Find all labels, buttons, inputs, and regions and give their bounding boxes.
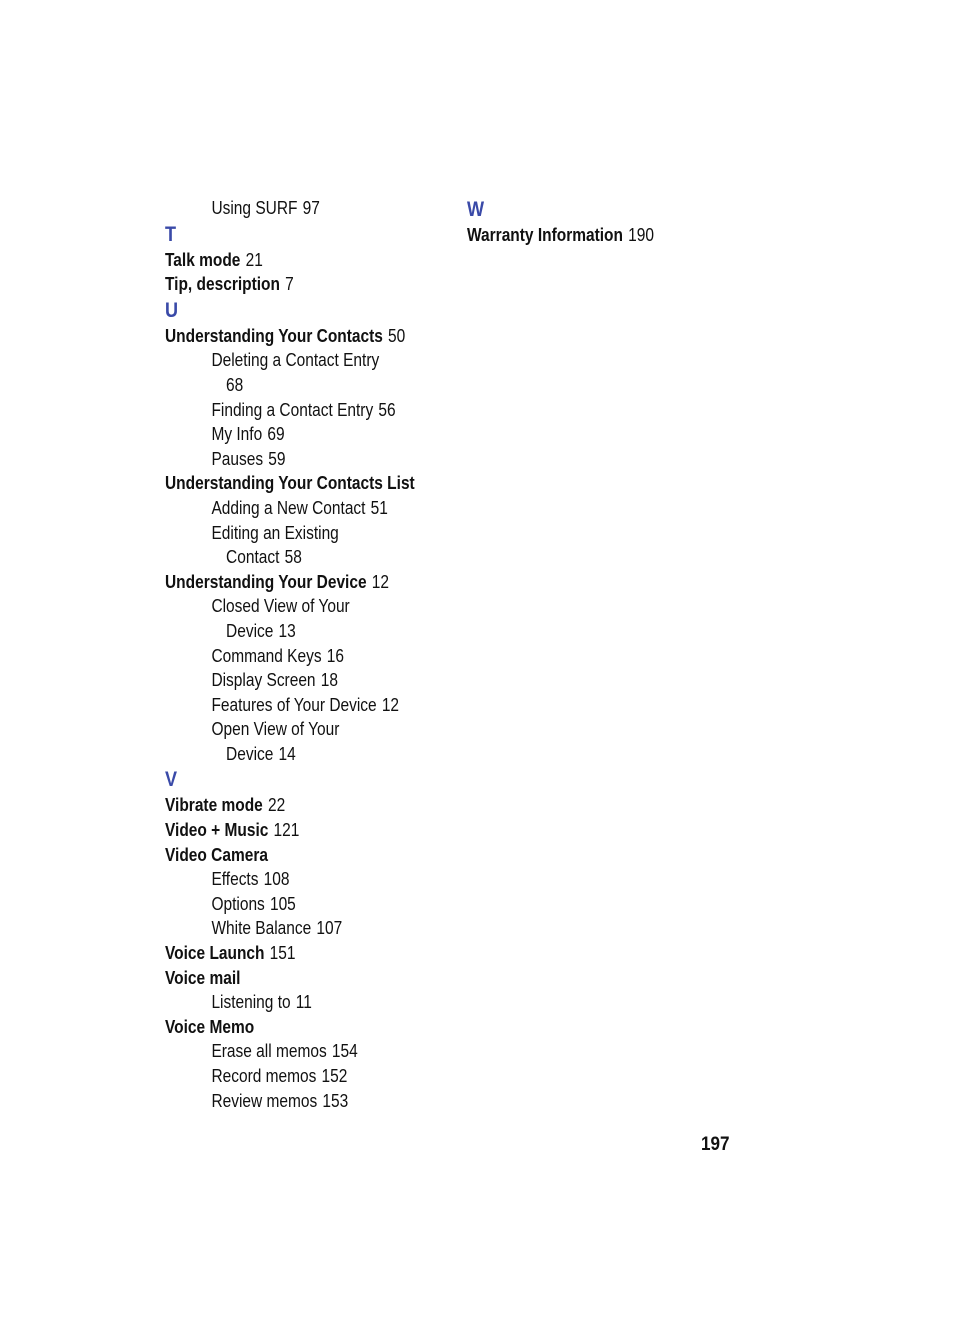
index-subentry-my-info — [165, 422, 414, 447]
entry-page-number: 59 — [268, 448, 286, 469]
entry-page-number: 16 — [326, 645, 344, 666]
entry-term: Understanding Your Device — [165, 571, 367, 592]
section-letter-v: V — [165, 768, 178, 792]
index-subentry-contact — [165, 545, 414, 570]
entry-term: Device — [226, 620, 274, 641]
entry-page-number: 68 — [226, 374, 244, 395]
index-entry-understanding-your-device — [165, 570, 414, 595]
entry-page-number: 13 — [278, 620, 296, 641]
entry-term: Vibrate mode — [165, 795, 263, 816]
entry-term: Command Keys — [211, 645, 322, 666]
index-subentry-display-screen — [165, 668, 414, 693]
entry-term: Video Camera — [165, 844, 268, 865]
entry-page-number: 107 — [316, 918, 343, 939]
entry-term: Voice Launch — [165, 943, 265, 964]
index-entry-warranty-information — [467, 223, 725, 248]
index-subentry-pauses — [165, 447, 414, 472]
page-number: 197 — [701, 1134, 730, 1155]
entry-term: Record memos — [211, 1066, 317, 1086]
entry-page-number: 22 — [267, 795, 286, 816]
index-subentry-features-of-your-device — [165, 693, 414, 718]
index-entry-tip-description — [165, 272, 414, 297]
entry-page-number: 51 — [370, 497, 388, 518]
entry-term: Using SURF — [211, 198, 298, 218]
entry-page-number: 153 — [322, 1090, 349, 1111]
entry-term: Options — [211, 893, 265, 914]
index-subentry-listening-to — [165, 990, 414, 1015]
section-letter-t: T — [165, 222, 177, 246]
index-column-left — [165, 196, 455, 1113]
entry-term: Listening to — [211, 992, 291, 1013]
entry-term: Display Screen — [211, 670, 316, 691]
entry-term: Deleting a Contact Entry — [211, 350, 380, 371]
index-subentry-deleting-a-contact-entry — [165, 348, 414, 373]
entry-term: Voice mail — [165, 967, 241, 988]
entry-term: My Info — [211, 424, 263, 445]
index-subentry-continuation — [165, 373, 414, 398]
entry-term: Effects — [211, 869, 259, 890]
index-entry-understanding-your-contacts-list — [165, 471, 414, 496]
entry-page-number: 11 — [295, 992, 312, 1013]
entry-term: White Balance — [211, 918, 312, 939]
index-subentry-command-keys — [165, 644, 414, 669]
index-subentry-adding-a-new-contact — [165, 496, 414, 521]
index-subentry-review-memos — [165, 1089, 414, 1114]
entry-term: Tip, description — [165, 274, 280, 295]
index-subentry-options — [165, 892, 414, 917]
entry-page-number: 105 — [269, 893, 296, 914]
entry-page-number: 18 — [320, 670, 338, 691]
entry-page-number: 14 — [278, 743, 296, 764]
entry-term: Contact — [226, 547, 280, 568]
index-entry-understanding-your-contacts — [165, 324, 414, 349]
entry-term: Editing an Existing — [211, 522, 339, 543]
entry-page-number: 154 — [331, 1041, 358, 1062]
entry-page-number: 21 — [245, 249, 263, 270]
entry-term: Closed View of Your — [211, 596, 350, 617]
entry-term: Open View of Your — [211, 719, 340, 740]
index-subentry-closed-view-of-your — [165, 594, 414, 619]
entry-term: Talk mode — [165, 249, 241, 270]
entry-page-number: 108 — [263, 869, 290, 890]
entry-term: Review memos — [211, 1090, 318, 1111]
entry-page-number: 12 — [381, 694, 400, 715]
entry-page-number: 151 — [269, 943, 296, 964]
index-subentry-using-surf — [165, 196, 414, 221]
index-subentry-record-memos — [165, 1064, 414, 1089]
entry-page-number: 69 — [267, 424, 285, 445]
entry-page-number: 50 — [388, 325, 406, 346]
section-letter-w: W — [467, 198, 485, 221]
entry-term: Adding a New Contact — [211, 497, 366, 518]
entry-page-number: 56 — [378, 399, 396, 420]
section-letter-u: U — [165, 298, 179, 322]
index-subentry-finding-a-contact-entry — [165, 398, 414, 423]
entry-page-number: 97 — [302, 198, 320, 218]
entry-term: Voice Memo — [165, 1016, 255, 1037]
entry-page-number: 190 — [628, 225, 654, 245]
index-entry-video-music — [165, 818, 414, 843]
index-subentry-erase-all-memos — [165, 1039, 414, 1064]
index-subentry-white-balance — [165, 916, 414, 941]
entry-page-number: 58 — [284, 547, 302, 568]
index-entry-video-camera — [165, 843, 414, 868]
index-entry-talk-mode — [165, 248, 414, 273]
index-subentry-open-view-of-your — [165, 717, 414, 742]
entry-page-number: 121 — [273, 820, 300, 841]
index-entry-vibrate-mode — [165, 793, 414, 818]
index-column-right — [467, 196, 767, 248]
entry-term: Video + Music — [165, 820, 269, 841]
index-entry-voice-launch — [165, 941, 414, 966]
entry-term: Understanding Your Contacts List — [165, 473, 415, 494]
entry-term: Device — [226, 743, 274, 764]
index-subentry-editing-an-existing — [165, 521, 414, 546]
entry-term: Erase all memos — [211, 1041, 327, 1062]
index-entry-voice-memo — [165, 1015, 414, 1040]
entry-term: Features of Your Device — [211, 694, 377, 715]
entry-page-number: 7 — [285, 274, 294, 295]
entry-term: Pauses — [211, 448, 264, 469]
index-subentry-device — [165, 742, 414, 767]
index-entry-voice-mail — [165, 966, 414, 991]
entry-term: Finding a Contact Entry — [211, 399, 374, 420]
entry-term: Warranty Information — [467, 225, 623, 245]
entry-term: Understanding Your Contacts — [165, 325, 383, 346]
index-subentry-effects — [165, 867, 414, 892]
entry-page-number: 12 — [371, 571, 389, 592]
index-subentry-device — [165, 619, 414, 644]
entry-page-number: 152 — [321, 1066, 348, 1086]
